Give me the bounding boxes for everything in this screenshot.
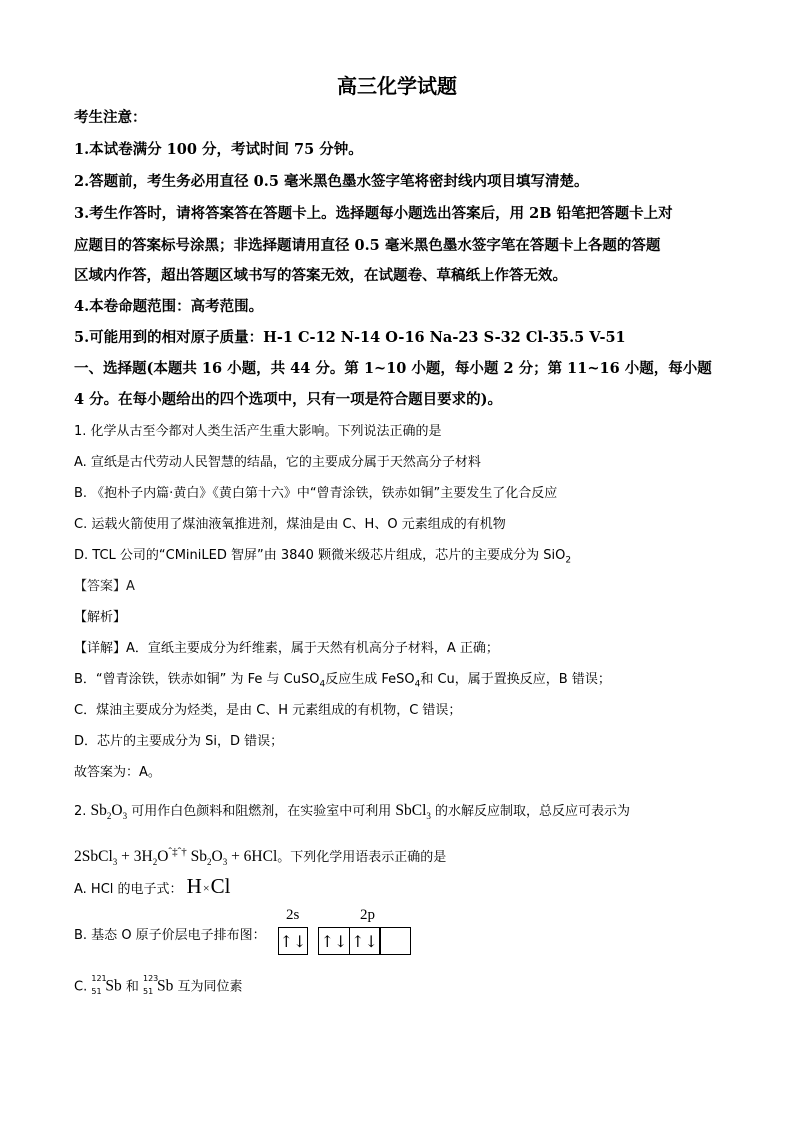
q2-number: 2. [74, 804, 87, 819]
q1-option-d-text: D. TCL 公司的“CMiniLED 智屏”由 3840 颗微米级芯片组成，芯片的主要成分为 SiO [74, 548, 566, 563]
detail-line [74, 670, 611, 695]
orbital-label-2p: 2p [360, 907, 375, 923]
orbital-cell [379, 927, 411, 955]
section-heading: 4 分。在每小题给出的四个选项中，只有一项是符合题目要求的)。 [74, 391, 502, 408]
orbital-cell: ↑↓ [349, 927, 381, 955]
q2-stem-text: 可用作白色颜料和阻燃剂，在实验室中可利用 [127, 804, 396, 819]
detail-text: B．“曾青涂铁，铁赤如铜” 为 Fe 与 CuSO [74, 672, 320, 687]
q1-stem: 1. 化学从古至今都对人类生活产生重大影响。下列说法正确的是 [74, 424, 442, 439]
orbital-label-2s: 2s [286, 907, 300, 923]
notice-heading: 考生注意： [74, 109, 147, 126]
q2-stem [74, 801, 630, 826]
isotope-notation: 121 51 [91, 974, 107, 996]
subscript: 2 [565, 555, 572, 566]
notice-item: 5.可能用到的相对原子质量：H-1 C-12 N-14 O-16 Na-23 S-32 Cl-35.5 V-51 [74, 329, 626, 346]
element-symbol: Sb [157, 977, 174, 995]
q2-option-a-text: A. HCl 的电子式： [74, 882, 183, 897]
q1-option-b: B. 《抱朴子内篇·黄白》《黄白第十六》中“曾青涂铁，铁赤如铜”主要发生了化合反应 [74, 486, 558, 501]
detail-text: 和 Cu，属于置换反应，B 错误； [420, 672, 611, 687]
analysis-label: 【解析】 [74, 610, 127, 625]
formula: SbCl$_3$ [395, 802, 431, 822]
q2-option-c-label: C. [74, 979, 88, 995]
q2-stem-text: 的水解反应制取，总反应可表示为 [430, 804, 631, 819]
subscript: 4 [319, 679, 326, 690]
element-symbol: Sb [105, 977, 122, 995]
notice-item: 应题目的答案标号涂黑；非选择题请用直径 0.5 毫米黑色墨水签字笔在答题卡上各题的答题 [74, 237, 661, 254]
q2-equation-line [74, 842, 446, 872]
detail-line: 【详解】A．宣纸主要成分为纤维素，属于天然有机高分子材料，A 正确； [74, 641, 499, 656]
notice-item: 区域内作答，超出答题区域书写的答案无效，在试题卷、草稿纸上作答无效。 [74, 267, 567, 284]
notice-item: 4.本卷命题范围：高考范围。 [74, 298, 264, 315]
orbital-box-2p [318, 927, 411, 955]
section-heading: 一、选择题(本题共 16 小题，共 44 分。第 1~10 小题，每小题 2 分；第 11~16 小题，每小题 [74, 360, 712, 377]
orbital-cell: ↑↓ [318, 927, 350, 955]
electron-formula: H×Cl [186, 874, 231, 898]
orbital-cell: ↑↓ [278, 927, 308, 955]
q2-option-c [74, 976, 243, 998]
subscript: 4 [414, 679, 421, 690]
page-title: 高三化学试题 [337, 74, 457, 98]
q2-option-c-text: 互为同位素 [173, 979, 243, 995]
detail-text: 反应生成 FeSO [325, 672, 415, 687]
q2-option-a [74, 876, 230, 900]
notice-item: 2.答题前，考生务必用直径 0.5 毫米黑色墨水签字笔将密封线内项目填写清楚。 [74, 173, 589, 190]
formula: $Sb_2O_3$ [90, 802, 128, 822]
notice-item: 3.考生作答时，请将答案答在答题卡上。选择题每小题选出答案后，用 2B 铅笔把答题卡上对 [74, 205, 673, 222]
notice-item: 1.本试卷满分 100 分，考试时间 75 分钟。 [74, 141, 363, 158]
q1-option-a: A. 宣纸是古代劳动人民智慧的结晶，它的主要成分属于天然高分子材料 [74, 455, 481, 470]
isotope-notation: 123 51 [143, 974, 159, 996]
connector-text: 和 [121, 979, 143, 995]
equation: 2SbCl$_3$ + $3H_2O^{ˆ\ddagger ˆ\dagger}$ $Sb_2O_3 + 6HCl$ [74, 846, 278, 868]
detail-line: C．煤油主要成分为烃类，是由 C、H 元素组成的有机物，C 错误； [74, 703, 462, 718]
q1-option-d [74, 546, 571, 571]
answer-label: 【答案】A [74, 579, 135, 594]
orbital-box-2s [278, 927, 308, 955]
q2-stem-text: 。下列化学用语表示正确的是 [277, 850, 447, 866]
q2-option-b [74, 926, 266, 946]
q2-option-b-text: B. 基态 O 原子价层电子排布图： [74, 928, 266, 943]
conclusion: 故答案为：A。 [74, 765, 161, 780]
q1-option-c: C. 运载火箭使用了煤油液氧推进剂，煤油是由 C、H、O 元素组成的有机物 [74, 517, 506, 532]
detail-line: D．芯片的主要成分为 Si，D 错误； [74, 734, 284, 749]
